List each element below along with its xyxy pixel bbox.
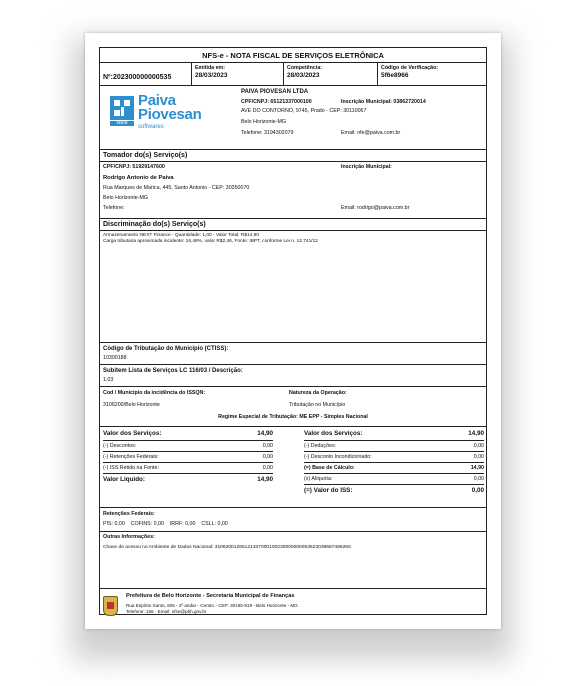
retentions-title: Retenções Federais: bbox=[103, 511, 155, 517]
client-section bbox=[100, 162, 486, 219]
provider-city: Belo Horizonte-MG bbox=[241, 119, 287, 125]
services-header bbox=[100, 219, 486, 231]
logo-mark-icon bbox=[110, 96, 134, 120]
other-info-text: Chave de acesso no Ambiente de Dados Nacional: 31062001265121337000100230000000053523039687496260. bbox=[103, 545, 353, 550]
logo-wordmark: Paiva Piovesan bbox=[138, 92, 202, 123]
footer-title: Prefeitura de Belo Horizonte - Secretaria Municipal de Finanças bbox=[126, 593, 295, 599]
values-left-table bbox=[103, 430, 273, 485]
rate-label: (x) Alíquota: bbox=[304, 476, 333, 482]
ctiss-label: Código de Tributação do Município (CTISS): bbox=[103, 346, 229, 352]
federal-retentions-label: (-) Retenções Federais: bbox=[103, 454, 159, 460]
competence-value: 28/03/2023 bbox=[287, 72, 320, 79]
note-number: Nº:202300000000535 bbox=[103, 74, 172, 81]
right-services-value: 14,90 bbox=[468, 430, 484, 437]
other-info-title: Outras Informações: bbox=[103, 534, 155, 540]
discounts-label: (-) Descontos: bbox=[103, 443, 137, 449]
net-value: 14,90 bbox=[257, 476, 273, 483]
services-section-title: Discriminação do(s) Serviço(s) bbox=[103, 221, 206, 228]
federal-retentions-value: 0,00 bbox=[262, 454, 273, 460]
document-title: NFS-e - NOTA FISCAL DE SERVIÇOS ELETRÔNICA bbox=[202, 51, 384, 60]
logo-test-tag: TESTE bbox=[110, 121, 134, 126]
left-services-value: 14,90 bbox=[257, 430, 273, 437]
provider-cnpj: CPF/CNPJ: 65121337000100 bbox=[241, 99, 312, 105]
unconditional-discount-label: (-) Desconto Incondicionado: bbox=[304, 454, 372, 460]
retentions-values: PIS: 0,00 COFINS: 0,00 IRRF: 0,00 CSLL: 0,00 bbox=[103, 521, 228, 527]
calculation-base-value: 14,90 bbox=[470, 465, 484, 471]
client-section-title: Tomador do(s) Serviço(s) bbox=[103, 152, 188, 159]
federal-retentions-section bbox=[100, 508, 486, 532]
client-address: Rua Marques de Marica, 445, Santo Antonio - CEP: 30350070 bbox=[103, 185, 250, 191]
nfse-document bbox=[99, 47, 487, 615]
unconditional-discount-value: 0,00 bbox=[473, 454, 484, 460]
subitem-value: 1.03 bbox=[103, 377, 114, 383]
issued-label: Emitida em: bbox=[195, 65, 226, 71]
provider-email: Email: nfe@paiva.com.br bbox=[341, 130, 401, 136]
provider-name: PAIVA PIOVESAN LTDA bbox=[241, 89, 309, 95]
logo-subtitle: softwares bbox=[138, 124, 164, 130]
services-description bbox=[100, 231, 486, 343]
footer-address: Rua Espírito Santo, 605 - 2º andar - Centro - CEP: 30160-919 - Belo Horizonte - MG. bbox=[126, 603, 300, 608]
iss-value: 0,00 bbox=[471, 487, 484, 494]
operation-nature-label: Natureza da Operação: bbox=[289, 390, 347, 396]
provider-phone: Telefone: 3194302079 bbox=[241, 130, 294, 136]
discounts-value: 0,00 bbox=[262, 443, 273, 449]
other-info-section bbox=[100, 532, 486, 589]
iss-withheld-label: (-) ISS Retido na Fonte: bbox=[103, 465, 159, 471]
right-services-label: Valor dos Serviços: bbox=[304, 430, 363, 437]
competence-label: Competência: bbox=[287, 65, 323, 71]
calculation-base-label: (=) Base de Cálculo: bbox=[304, 465, 355, 471]
ctiss-value: 10300188 bbox=[103, 355, 127, 361]
client-cpf: CPF/CNPJ: 51929147600 bbox=[103, 164, 165, 170]
values-section bbox=[100, 427, 486, 508]
rate-value: 0,00 bbox=[473, 476, 484, 482]
subitem-label: Subitem Lista de Serviços LC 116/03 / Descrição: bbox=[103, 368, 243, 374]
issued-value: 28/03/2023 bbox=[195, 72, 228, 79]
city-coat-of-arms-icon bbox=[103, 596, 118, 616]
incidence-label: Cod / Município da incidência do ISSQN: bbox=[103, 390, 206, 396]
client-city: Belo Horizonte-MG bbox=[103, 195, 149, 201]
verification-code-value: 5f6e8966 bbox=[381, 72, 409, 79]
client-email: Email: rodrigo@paiva.com.br bbox=[341, 205, 410, 211]
header-info-row bbox=[100, 63, 486, 86]
operation-nature-value: Tributação no Município bbox=[289, 402, 346, 408]
provider-section bbox=[100, 86, 486, 150]
iss-value-label: (=) Valor do ISS: bbox=[304, 487, 353, 494]
deductions-value: 0,00 bbox=[473, 443, 484, 449]
service-line-2: Carga tributaria aproximada incidente: 16,48%, valor R$2,46, Fonte: IBPT, conforme Lei n. 12.741/12 bbox=[103, 239, 318, 244]
client-phone: Telefone: bbox=[103, 205, 125, 211]
tax-regime: Regime Especial de Tributação: ME EPP - Simples Nacional bbox=[218, 414, 368, 420]
provider-municipal-registration: Inscrição Municipal: 03862720014 bbox=[341, 99, 426, 105]
left-services-label: Valor dos Serviços: bbox=[103, 430, 162, 437]
client-municipal-registration: Inscrição Municipal: bbox=[341, 164, 392, 170]
client-header bbox=[100, 150, 486, 162]
values-right-table bbox=[304, 430, 484, 496]
document-page bbox=[85, 33, 501, 629]
subitem-section bbox=[100, 365, 486, 387]
incidence-value: 3106200/Belo Horizonte bbox=[103, 402, 160, 408]
verification-code-label: Código de Verificação: bbox=[381, 65, 439, 71]
iss-withheld-value: 0,00 bbox=[262, 465, 273, 471]
deductions-label: (-) Deduções: bbox=[304, 443, 337, 449]
incidence-section bbox=[100, 387, 486, 427]
client-name: Rodrigo Antonio de Paiva bbox=[103, 175, 174, 181]
ctiss-section bbox=[100, 343, 486, 365]
net-value-label: Valor Líquido: bbox=[103, 476, 145, 483]
title-row bbox=[100, 48, 486, 63]
footer-contact: Telefone: 156 - Email: nfse@pbh.gov.br bbox=[126, 609, 207, 614]
provider-logo bbox=[100, 92, 230, 132]
footer bbox=[100, 589, 486, 615]
service-line-1: Armazenamento NEXT Finance - Quantidade: 1,00 - Valor Total: R$14,90 bbox=[103, 233, 259, 238]
provider-address: AVE DO CONTORNO, 9745, Prado - CEP: 30110067 bbox=[241, 108, 367, 114]
